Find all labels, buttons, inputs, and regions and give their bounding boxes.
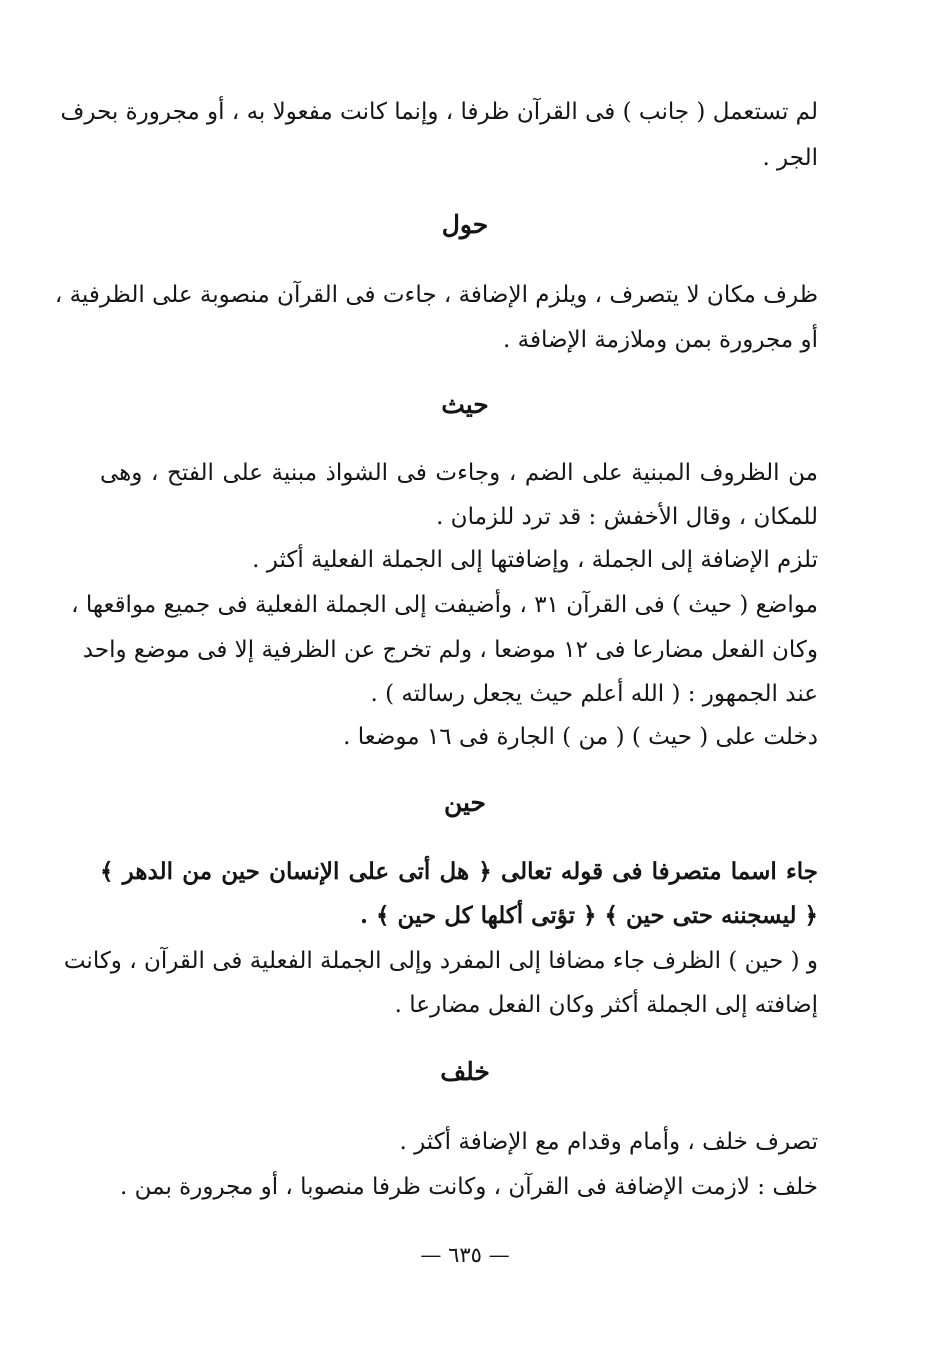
- text-line: تلزم الإضافة إلى الجملة ، وإضافتها إلى الجملة الفعلية أكثر .: [252, 547, 818, 573]
- section-heading: خلف: [440, 1057, 490, 1086]
- section-heading: حول: [441, 210, 489, 239]
- text-line: مواضع ( حيث ) فى القرآن ٣١ ، وأضيفت إلى الجملة الفعلية فى جميع مواقعها ،: [71, 592, 818, 618]
- quran-verse-line: ﴿ ليسجننه حتى حين ﴾ ﴿ تؤتى أكلها كل حين ﴾ .: [360, 902, 818, 929]
- text-line: الجر .: [762, 145, 818, 171]
- text-line: من الظروف المبنية على الضم ، وجاءت فى الشواذ مبنية على الفتح ، وهى: [100, 460, 818, 486]
- text-line: دخلت على ( حيث ) ( من ) الجارة فى ١٦ موضعا .: [343, 724, 818, 750]
- text-line: للمكان ، وقال الأخفش : قد ترد للزمان .: [436, 504, 818, 530]
- text-line: و ( حين ) الظرف جاء مضافا إلى المفرد وإلى الجملة الفعلية فى القرآن ، وكانت: [63, 948, 818, 974]
- text-line: خلف : لازمت الإضافة فى القرآن ، وكانت ظرفا منصوبا ، أو مجرورة بمن .: [120, 1174, 818, 1200]
- text-line: أو مجرورة بمن وملازمة الإضافة .: [503, 327, 818, 353]
- section-heading: حين: [443, 788, 487, 817]
- text-line: عند الجمهور : ( الله أعلم حيث يجعل رسالته ) .: [370, 681, 818, 707]
- text-line: وكان الفعل مضارعا فى ١٢ موضعا ، ولم تخرج عن الظرفية إلا فى موضع واحد: [82, 637, 818, 663]
- text-line: إضافته إلى الجملة أكثر وكان الفعل مضارعا .: [394, 992, 818, 1018]
- text-line: ظرف مكان لا يتصرف ، ويلزم الإضافة ، جاءت فى القرآن منصوبة على الظرفية ،: [54, 282, 818, 308]
- section-heading: حيث: [441, 390, 489, 419]
- page-number: — ٦٣٥ —: [420, 1243, 510, 1267]
- text-line: لم تستعمل ( جانب ) فى القرآن ظرفا ، وإنما كانت مفعولا به ، أو مجرورة بحرف: [60, 99, 818, 125]
- quran-verse-line: جاء اسما متصرفا فى قوله تعالى ﴿ هل أتى على الإنسان حين من الدهر ﴾: [100, 858, 818, 885]
- text-line: تصرف خلف ، وأمام وقدام مع الإضافة أكثر .: [399, 1129, 818, 1155]
